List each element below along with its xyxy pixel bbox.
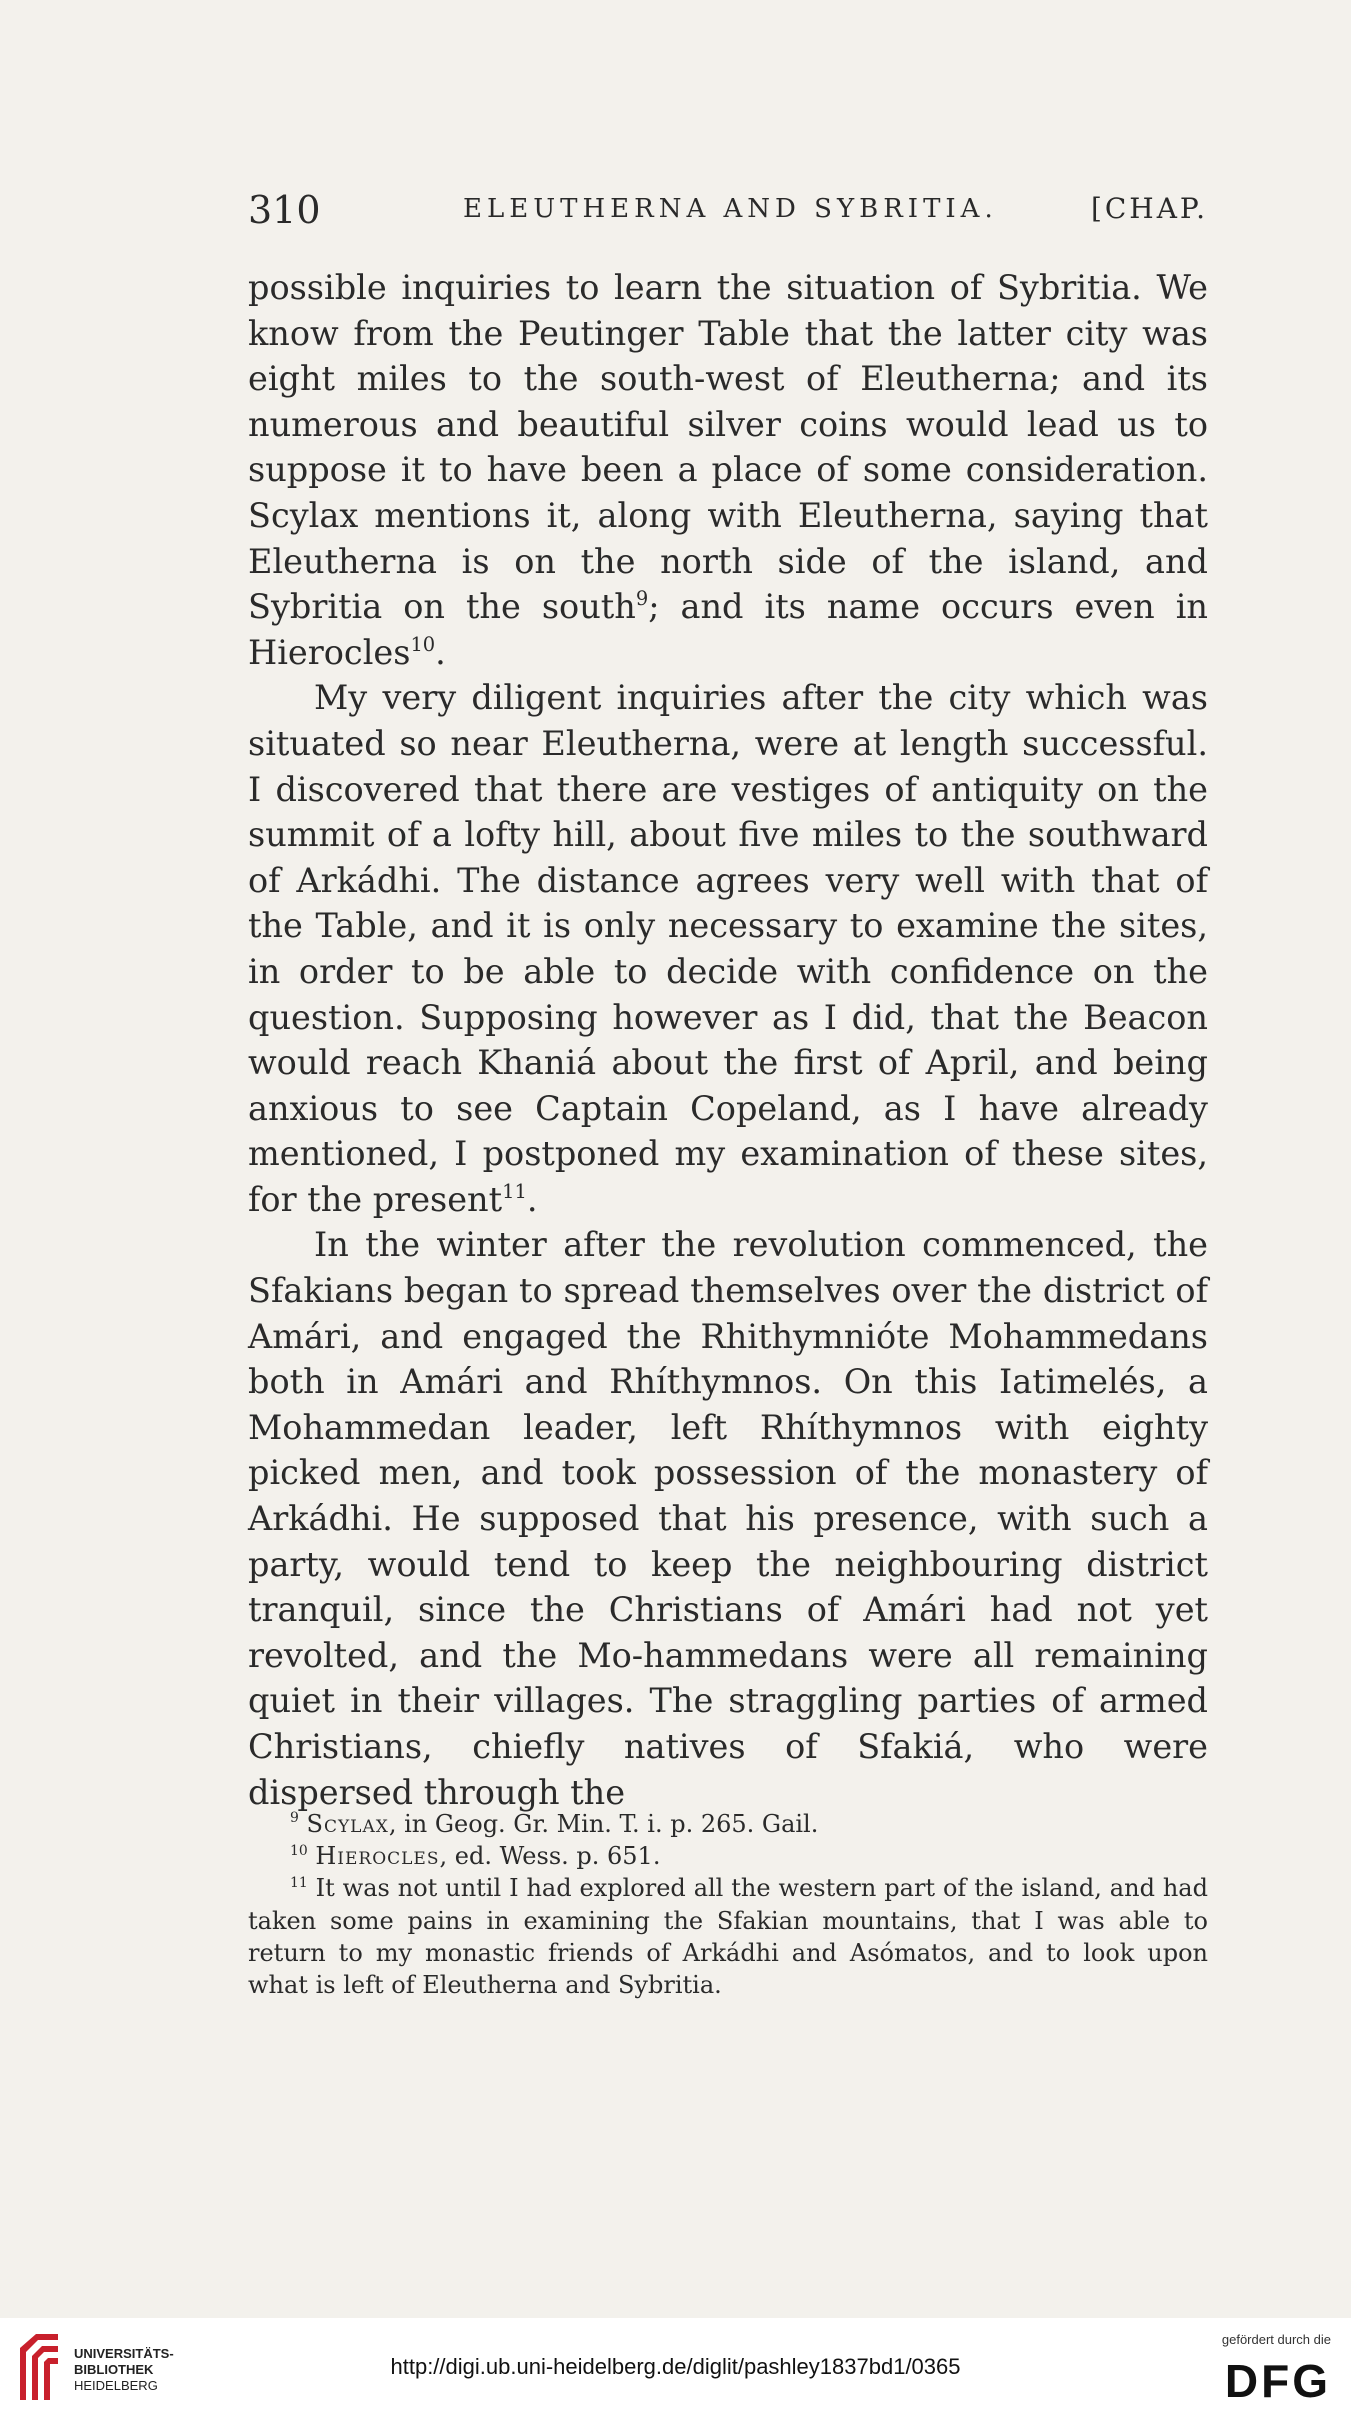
footnote-number: 11 bbox=[290, 1874, 308, 1891]
text-run: My very diligent inquiries after the city which was situated so near Eleutherna, were at length successful. I discovered that there are vestiges of antiquity on the summit of a lofty hill, about five miles to the southward of Arkádhi. The distance agrees very well with that of the Table, and it is only necessary to examine the sites, in order to be able to decide with confidence on the question. Supposing however as I did, that the Beacon would reach Khaniá about the first of April, and being anxious to see Captain Copeland, as I have already mentioned, I postponed my examination of these sites, for the present bbox=[248, 678, 1208, 1219]
footnote-author: Scylax bbox=[306, 1810, 389, 1838]
text-run: . bbox=[526, 1179, 538, 1219]
running-title: ELEUTHERNA AND SYBRITIA. bbox=[463, 194, 998, 224]
paragraph-1 bbox=[248, 265, 1208, 675]
footnote-11 bbox=[248, 1872, 1208, 2001]
footnote-text: , in Geog. Gr. Min. T. i. p. 265. Gail. bbox=[388, 1810, 819, 1838]
page-number: 310 bbox=[248, 188, 321, 232]
footnote-text: It was not until I had explored all the western part of the island, and had taken some pains in examining the Sfakian mountains, that I was able to return to my monastic friends of Arkádhi and Asómatos, and to look upon what is left of Eleutherna and Sybritia. bbox=[248, 1874, 1208, 2000]
footnote-ref-10: 10 bbox=[410, 632, 436, 656]
footnote-author: Hierocles bbox=[315, 1842, 440, 1871]
footnote-ref-9: 9 bbox=[635, 587, 649, 611]
running-header bbox=[248, 178, 1208, 238]
paragraph-2 bbox=[248, 675, 1208, 1222]
footnote-ref-11: 11 bbox=[502, 1179, 527, 1203]
funded-by-label: gefördert durch die bbox=[1221, 2332, 1331, 2347]
library-line: BIBLIOTHEK bbox=[74, 2362, 154, 2377]
library-line: UNIVERSITÄTS- bbox=[74, 2346, 174, 2361]
viewer-footer bbox=[0, 2318, 1351, 2415]
text-run: possible inquiries to learn the situation of Sybritia. We know from the Peutinger Table that the latter city was eight miles to the south-west of Eleutherna; and its numerous and beautiful silver coins would lead us to suppose it to have been a place of some consideration. Scylax mentions it, along with Eleutherna, saying that Eleutherna is on the north side of the island, and Sybritia on the south bbox=[248, 268, 1208, 627]
footnote-number: 10 bbox=[290, 1842, 308, 1859]
body-text bbox=[248, 265, 1208, 1815]
chapter-marker: [CHAP. bbox=[1090, 192, 1208, 225]
dfg-logo: DFG bbox=[1224, 2355, 1331, 2407]
footnote-number: 9 bbox=[290, 1810, 299, 1827]
footnotes bbox=[248, 1808, 1208, 2001]
permalink-url[interactable]: http://digi.ub.uni-heidelberg.de/diglit/pashley1837bd1/0365 bbox=[390, 2354, 961, 2379]
text-run: ; and its name occurs even in Hierocles bbox=[248, 587, 1208, 672]
text-run: . bbox=[435, 632, 446, 672]
text-run: In the winter after the revolution commenced, the Sfakians began to spread themselves over the district of Amári, and engaged the Rhithymnióte Mohammedans both in Amári and Rhíthymnos. On this Iatimelés, a Mohammedan leader, left Rhíthymnos with eighty picked men, and took possession of the monastery of Arkádhi. He supposed that his presence, with such a party, would tend to keep the neighbouring district tranquil, since the Christians of Amári had not yet revolted, and the Mo-hammedans were all remaining quiet in their villages. The straggling parties of armed Christians, chiefly natives of Sfakiá, who were dispersed through the bbox=[248, 1225, 1208, 1812]
footnote-text: , ed. Wess. p. 651. bbox=[439, 1842, 661, 1871]
library-line: HEIDELBERG bbox=[74, 2378, 158, 2393]
footnote-9 bbox=[248, 1808, 1208, 1840]
paragraph-3 bbox=[248, 1222, 1208, 1815]
footnote-10 bbox=[248, 1840, 1208, 1872]
